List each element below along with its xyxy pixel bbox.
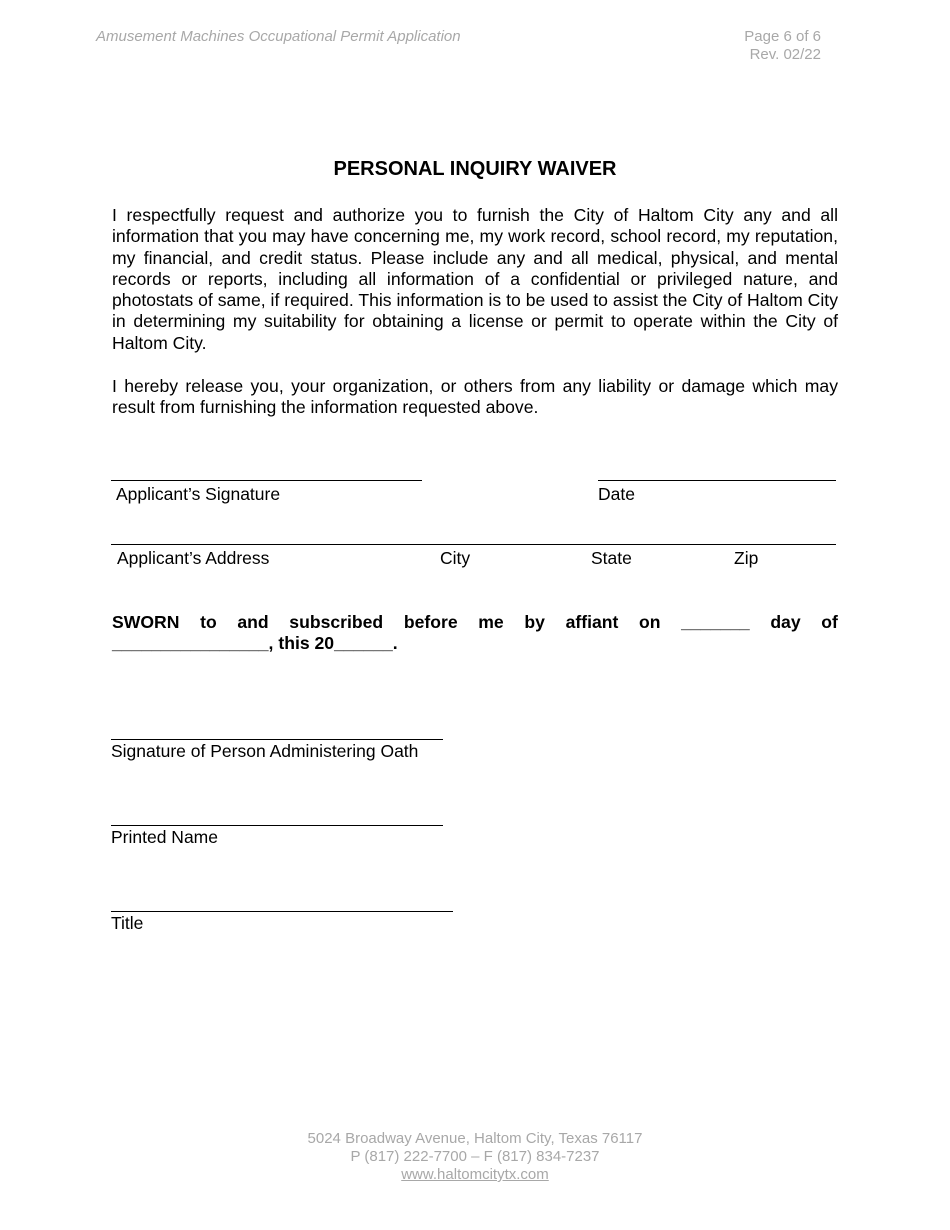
address-line[interactable] [111,544,836,545]
sworn-word: of [821,612,838,632]
website-link[interactable]: www.haltomcitytx.com [401,1166,549,1183]
sworn-statement [112,612,838,655]
page-info [744,28,821,64]
administrator-signature-label: Signature of Person Administering Oath [111,741,419,761]
sworn-line-2[interactable]: ________________, this 20______. [112,633,398,654]
city-label: City [440,548,471,568]
page-title: PERSONAL INQUIRY WAIVER [333,158,617,180]
footer [0,1130,950,1184]
sworn-word: before [403,612,458,632]
zip-label: Zip [734,548,759,568]
state-label: State [591,548,632,568]
footer-address: 5024 Broadway Avenue, Haltom City, Texas 76117 [307,1130,643,1147]
sworn-word: affiant [565,612,619,632]
release-paragraph: I hereby release you, your organization, or others from any liability or damage which may result from furnishing the information requested above. [112,376,838,418]
printed-name-label: Printed Name [111,827,218,847]
sworn-word: by [524,612,545,632]
sworn-word: on [639,612,661,632]
day-blank[interactable]: _______ [681,612,750,632]
title-line[interactable] [111,911,453,912]
sworn-word: SWORN [112,612,180,632]
administrator-signature-line[interactable] [111,739,443,740]
printed-name-line[interactable] [111,825,443,826]
applicant-signature-label: Applicant’s Signature [116,484,281,504]
sworn-word: to [200,612,217,632]
form-title-header: Amusement Machines Occupational Permit Application [96,28,461,45]
sworn-word: day [770,612,801,632]
sworn-word: subscribed [289,612,384,632]
revision-date: Rev. 02/22 [749,46,821,63]
applicant-address-label: Applicant’s Address [117,548,270,568]
title-label: Title [111,913,144,933]
sworn-word: and [237,612,269,632]
sworn-word: me [478,612,504,632]
applicant-signature-line[interactable] [111,480,422,481]
date-label: Date [598,484,635,504]
authorization-paragraph: I respectfully request and authorize you to furnish the City of Haltom City any and all information that you may have concerning me, my work record, school record, my reputation, my financial, and credit status. Please include any and all medical, physical, and mental records or reports, including all information of a confidential or privileged nature, and photostats of same, if required. This information is to be used to assist the City of Haltom City in determining my suitability for obtaining a license or permit to operate within the City of Haltom City. [112,205,838,353]
page-number: Page 6 of 6 [744,28,821,45]
footer-phone-fax: P (817) 222-7700 – F (817) 834-7237 [350,1148,600,1165]
date-line[interactable] [598,480,836,481]
sworn-line-1 [112,612,838,633]
